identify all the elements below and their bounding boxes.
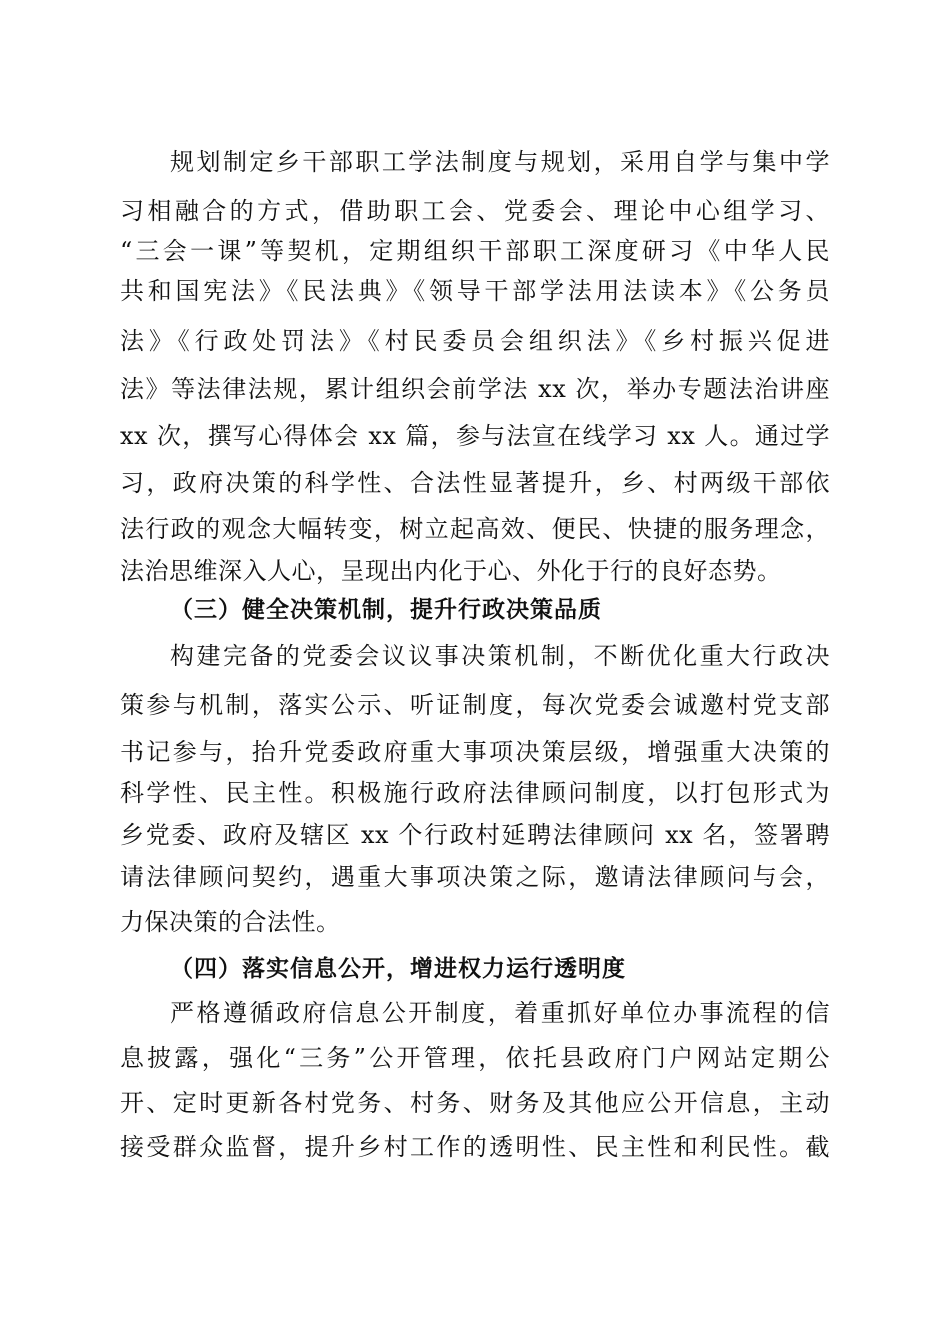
- paragraph-line: 法》等法律法规，累计组织会前学法 xx 次，举办专题法治讲座: [120, 375, 830, 403]
- paragraph-line: “三会一课”等契机，定期组织干部职工深度研习《中华人民: [120, 237, 830, 265]
- paragraph-line: 习，政府决策的科学性、合法性显著提升，乡、村两级干部依: [120, 469, 830, 497]
- paragraph-line: 书记参与，抬升党委政府重大事项决策层级，增强重大决策的: [120, 738, 830, 766]
- paragraph-line: 法治思维深入人心，呈现出内化于心、外化于行的良好态势。: [120, 557, 782, 585]
- paragraph-line: 共和国宪法》《民法典》《领导干部学法用法读本》《公务员: [120, 277, 830, 305]
- paragraph-line: 严格遵循政府信息公开制度，着重抓好单位办事流程的信: [170, 999, 830, 1027]
- section-heading: （三）健全决策机制，提升行政决策品质: [170, 597, 602, 623]
- paragraph-line: 息披露，强化“三务”公开管理，依托县政府门户网站定期公: [120, 1044, 830, 1072]
- paragraph-line: 构建完备的党委会议议事决策机制，不断优化重大行政决: [170, 642, 830, 670]
- paragraph-line: 法》《行政处罚法》《村民委员会组织法》《乡村振兴促进: [120, 327, 830, 355]
- paragraph-line: 接受群众监督，提升乡村工作的透明性、民主性和利民性。截: [120, 1133, 830, 1161]
- paragraph-line: 科学性、民主性。积极施行政府法律顾问制度，以打包形式为: [120, 779, 830, 807]
- section-heading: （四）落实信息公开，增进权力运行透明度: [170, 956, 626, 982]
- paragraph-line: 策参与机制，落实公示、听证制度，每次党委会诚邀村党支部: [120, 691, 830, 719]
- paragraph-line: 规划制定乡干部职工学法制度与规划，采用自学与集中学: [170, 148, 830, 176]
- paragraph-line: 力保决策的合法性。: [120, 908, 341, 936]
- paragraph-line: 法行政的观念大幅转变，树立起高效、便民、快捷的服务理念，: [120, 515, 830, 543]
- paragraph-line: 请法律顾问契约，遇重大事项决策之际，邀请法律顾问与会，: [120, 863, 830, 891]
- paragraph-line: 习相融合的方式，借助职工会、党委会、理论中心组学习、: [120, 197, 830, 225]
- paragraph-line: xx 次，撰写心得体会 xx 篇，参与法宣在线学习 xx 人。通过学: [120, 422, 830, 450]
- paragraph-line: 开、定时更新各村党务、村务、财务及其他应公开信息，主动: [120, 1089, 830, 1117]
- paragraph-line: 乡党委、政府及辖区 xx 个行政村延聘法律顾问 xx 名，签署聘: [120, 821, 830, 849]
